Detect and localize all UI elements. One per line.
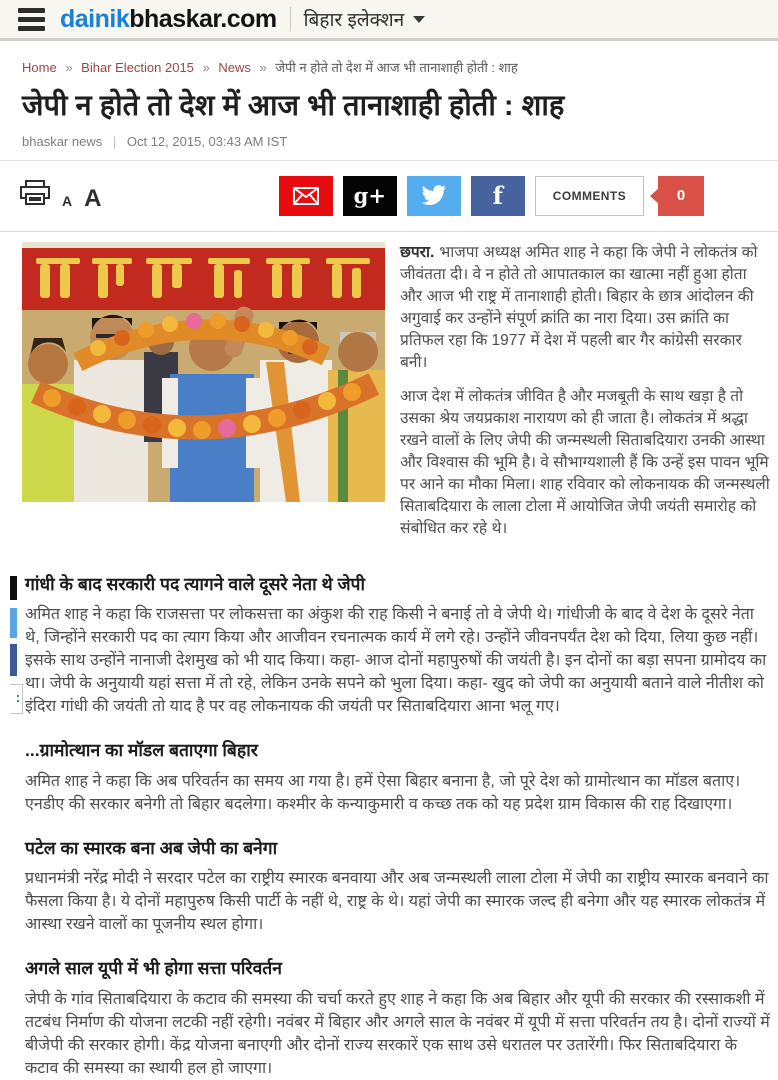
breadcrumb-separator: »	[65, 60, 73, 75]
text-tools	[20, 180, 101, 211]
share-buttons	[279, 176, 704, 216]
comments-button[interactable]	[535, 176, 644, 216]
hamburger-menu-icon[interactable]	[18, 8, 45, 31]
page-title: जेपी न होते तो देश में आज भी तानाशाही होती : शाह	[22, 90, 565, 122]
logo-dainik: dainik	[60, 4, 130, 33]
byline-author: bhaskar news	[22, 133, 103, 149]
section-heading: अगले साल यूपी में भी होगा सत्ता परिवर्तन	[25, 958, 282, 979]
section-heading: ...ग्रामोत्थान का मॉडल बताएगा बिहार	[25, 740, 258, 761]
googleplus-icon: g+	[353, 183, 386, 209]
share-count-box	[10, 684, 23, 714]
site-logo[interactable]	[60, 5, 277, 34]
article-sections	[25, 572, 770, 1080]
paragraph-2: आज देश में लोकतंत्र जीवित है और मजबूती के साथ खड़ा है तो उसका श्रेय जयप्रकाश नारायण को ही जाता है। लोकतंत्र में श्रद्धा रखने वालों के लिए जेपी की जन्मस्थली सिताबदियारा उनकी आस्था और विश्वास की भूमि है। वे सौभाग्यशाली हैं कि उन्हें इस पावन भूमि पर आने का मौका मिला। शाह रविवार को लोकनायक की जन्मस्थली सिताबदियारा के लाला टोला में आयोजित जेपी जयंती समारोह को संबोधित कर रहे थे।	[400, 387, 770, 537]
googleplus-share-button[interactable]	[343, 176, 397, 216]
breadcrumb	[0, 41, 778, 84]
twitter-share-button[interactable]	[407, 176, 461, 216]
email-share-button[interactable]	[279, 176, 333, 216]
envelope-icon	[293, 187, 319, 205]
breadcrumb-bihar-election[interactable]: Bihar Election 2015	[81, 60, 194, 75]
facebook-share-button[interactable]	[471, 176, 525, 216]
chevron-down-icon	[413, 16, 425, 23]
section-gramotthan	[25, 738, 770, 816]
section-heading: पटेल का स्मारक बना अब जेपी का बनेगा	[25, 837, 278, 858]
breadcrumb-news[interactable]: News	[218, 60, 251, 75]
accent-bar-darkblue	[10, 644, 17, 676]
paragraph-1-text: भाजपा अध्यक्ष अमित शाह ने कहा कि जेपी ने लोकतंत्र को जीवंतता दी। वे न होते तो आपातकाल का खात्मा नहीं हुआ होता और आज भी राष्ट्र में तानाशाही होती। बिहार के छात्र आंदोलन की अगुवाई कर उन्होंने संपूर्ण क्रांति का नारा दिया। उस क्रांति का प्रतिफल रहा कि 1977 में देश में पहली बार गैर कांग्रेसी सरकार बनी।	[400, 243, 758, 371]
section-heading: गांधी के बाद सरकारी पद त्यागने वाले दूसरे नेता थे जेपी	[25, 573, 366, 594]
section-body: अमित शाह ने कहा कि राजसत्ता पर लोकसत्ता का अंकुश की राह किसी ने बनाई तो वे जेपी थे। गांधीजी के बाद वे देश के दूसरे नेता थे, जिन्होंने सरकारी पद का त्याग किया और आजीवन रचनात्मक कार्य में लगे रहे। उन्होंने जीवनपर्यंत देश को दिया, लिया कुछ नहीं। इसके साथ उन्होंने नानाजी देशमुख को भी याद किया। कहा- आज दोनों महापुरुषों की जयंती है। इन दोनों का बड़ा सपना ग्रामोदय का था। जेपी के अनुयायी यहां सत्ता में तो रहे, लेकिन उनके सपने को भुला दिया। कहा- खुद को जेपी का अनुयायी बताने वाले नीतीश को इंदिरा गांधी की जयंती तो याद है पर वह लोकनायक की जयंती पर सिताबदियारा आना भलू गए।	[25, 606, 767, 716]
font-size-decrease-button[interactable]: A	[62, 193, 73, 210]
accent-bar-black	[10, 576, 17, 600]
breadcrumb-separator: »	[202, 60, 210, 75]
section-gandhi	[25, 572, 770, 719]
comments-label: COMMENTS	[552, 188, 626, 203]
site-header	[0, 0, 778, 41]
section-body: प्रधानमंत्री नरेंद्र मोदी ने सरदार पटेल का राष्ट्रीय स्मारक बनवाया और अब जन्मस्थली लाला टोला में जेपी का राष्ट्रीय स्मारक बनवाने का फैसला किया है। ये दोनों महापुरुष किसी पार्टी के नहीं थे, राष्ट्र के थे। यहां जेपी का स्मारक जल्द ही बनेगा और यह स्मारक लोकतंत्र में आस्था रखने वालों का पूजनीय स्थल होगा।	[25, 870, 769, 934]
logo-bhaskar: bhaskar.com	[129, 4, 277, 33]
twitter-bird-icon	[421, 185, 447, 206]
section-patel-smarak	[25, 836, 770, 937]
article-date: Oct 12, 2015, 03:43 AM IST	[126, 133, 288, 149]
section-up-satta	[25, 956, 770, 1080]
print-icon[interactable]	[20, 180, 50, 211]
breadcrumb-current: जेपी न होते तो देश में आज भी तानाशाही होती : शाह	[275, 60, 518, 75]
byline-pipe: |	[112, 133, 117, 149]
lede-text-column	[400, 242, 770, 552]
header-divider	[290, 7, 291, 31]
article-toolbar	[0, 161, 778, 232]
breadcrumb-separator: »	[259, 60, 267, 75]
accent-bar-lightblue	[10, 608, 17, 638]
comments-count-badge[interactable]	[658, 176, 704, 216]
dateline: छपरा.	[400, 243, 435, 261]
section-dropdown-label: बिहार इलेक्शन	[303, 10, 405, 31]
section-body: जेपी के गांव सिताबदियारा के कटाव की समस्या की चर्चा करते हुए शाह ने कहा कि अब बिहार और यूपी की सरकार की रस्साकशी में तटबंध निर्माण की योजना लटकी नहीं रहेगी। नवंबर में बिहार और अगले साल के नवंबर में यूपी में सत्ता परिवर्तन तय है। दोनों राज्यों में बीजेपी की सरकार होगी। केंद्र योजना बनाएगी और दोनों राज्य सरकारें एक साथ उसे धरातल पर उतारेंगी। फिर सिताबदियारा के कटाव की समस्या का स्थायी हल हो जाएगा।	[25, 990, 770, 1077]
section-dropdown[interactable]	[304, 6, 426, 32]
facebook-icon: f	[492, 181, 503, 211]
font-size-increase-button[interactable]: A	[84, 185, 102, 213]
article-photo	[22, 242, 385, 502]
section-body: अमित शाह ने कहा कि अब परिवर्तन का समय आ गया है। हमें ऐसा बिहार बनाना है, जो पूरे देश को ग्रामोत्थान का मॉडल बताए। एनडीए की सरकार बनेगी तो बिहार बदलेगा। कश्मीर के कन्याकुमारी व कच्छ तक को यह प्रदेश ग्राम विकास की राह दिखाएगा।	[25, 772, 741, 813]
breadcrumb-home[interactable]: Home	[22, 60, 57, 75]
byline-row	[0, 126, 778, 161]
article-lede	[0, 232, 778, 552]
paragraph-1	[400, 242, 770, 374]
comments-count: 0	[676, 187, 686, 205]
